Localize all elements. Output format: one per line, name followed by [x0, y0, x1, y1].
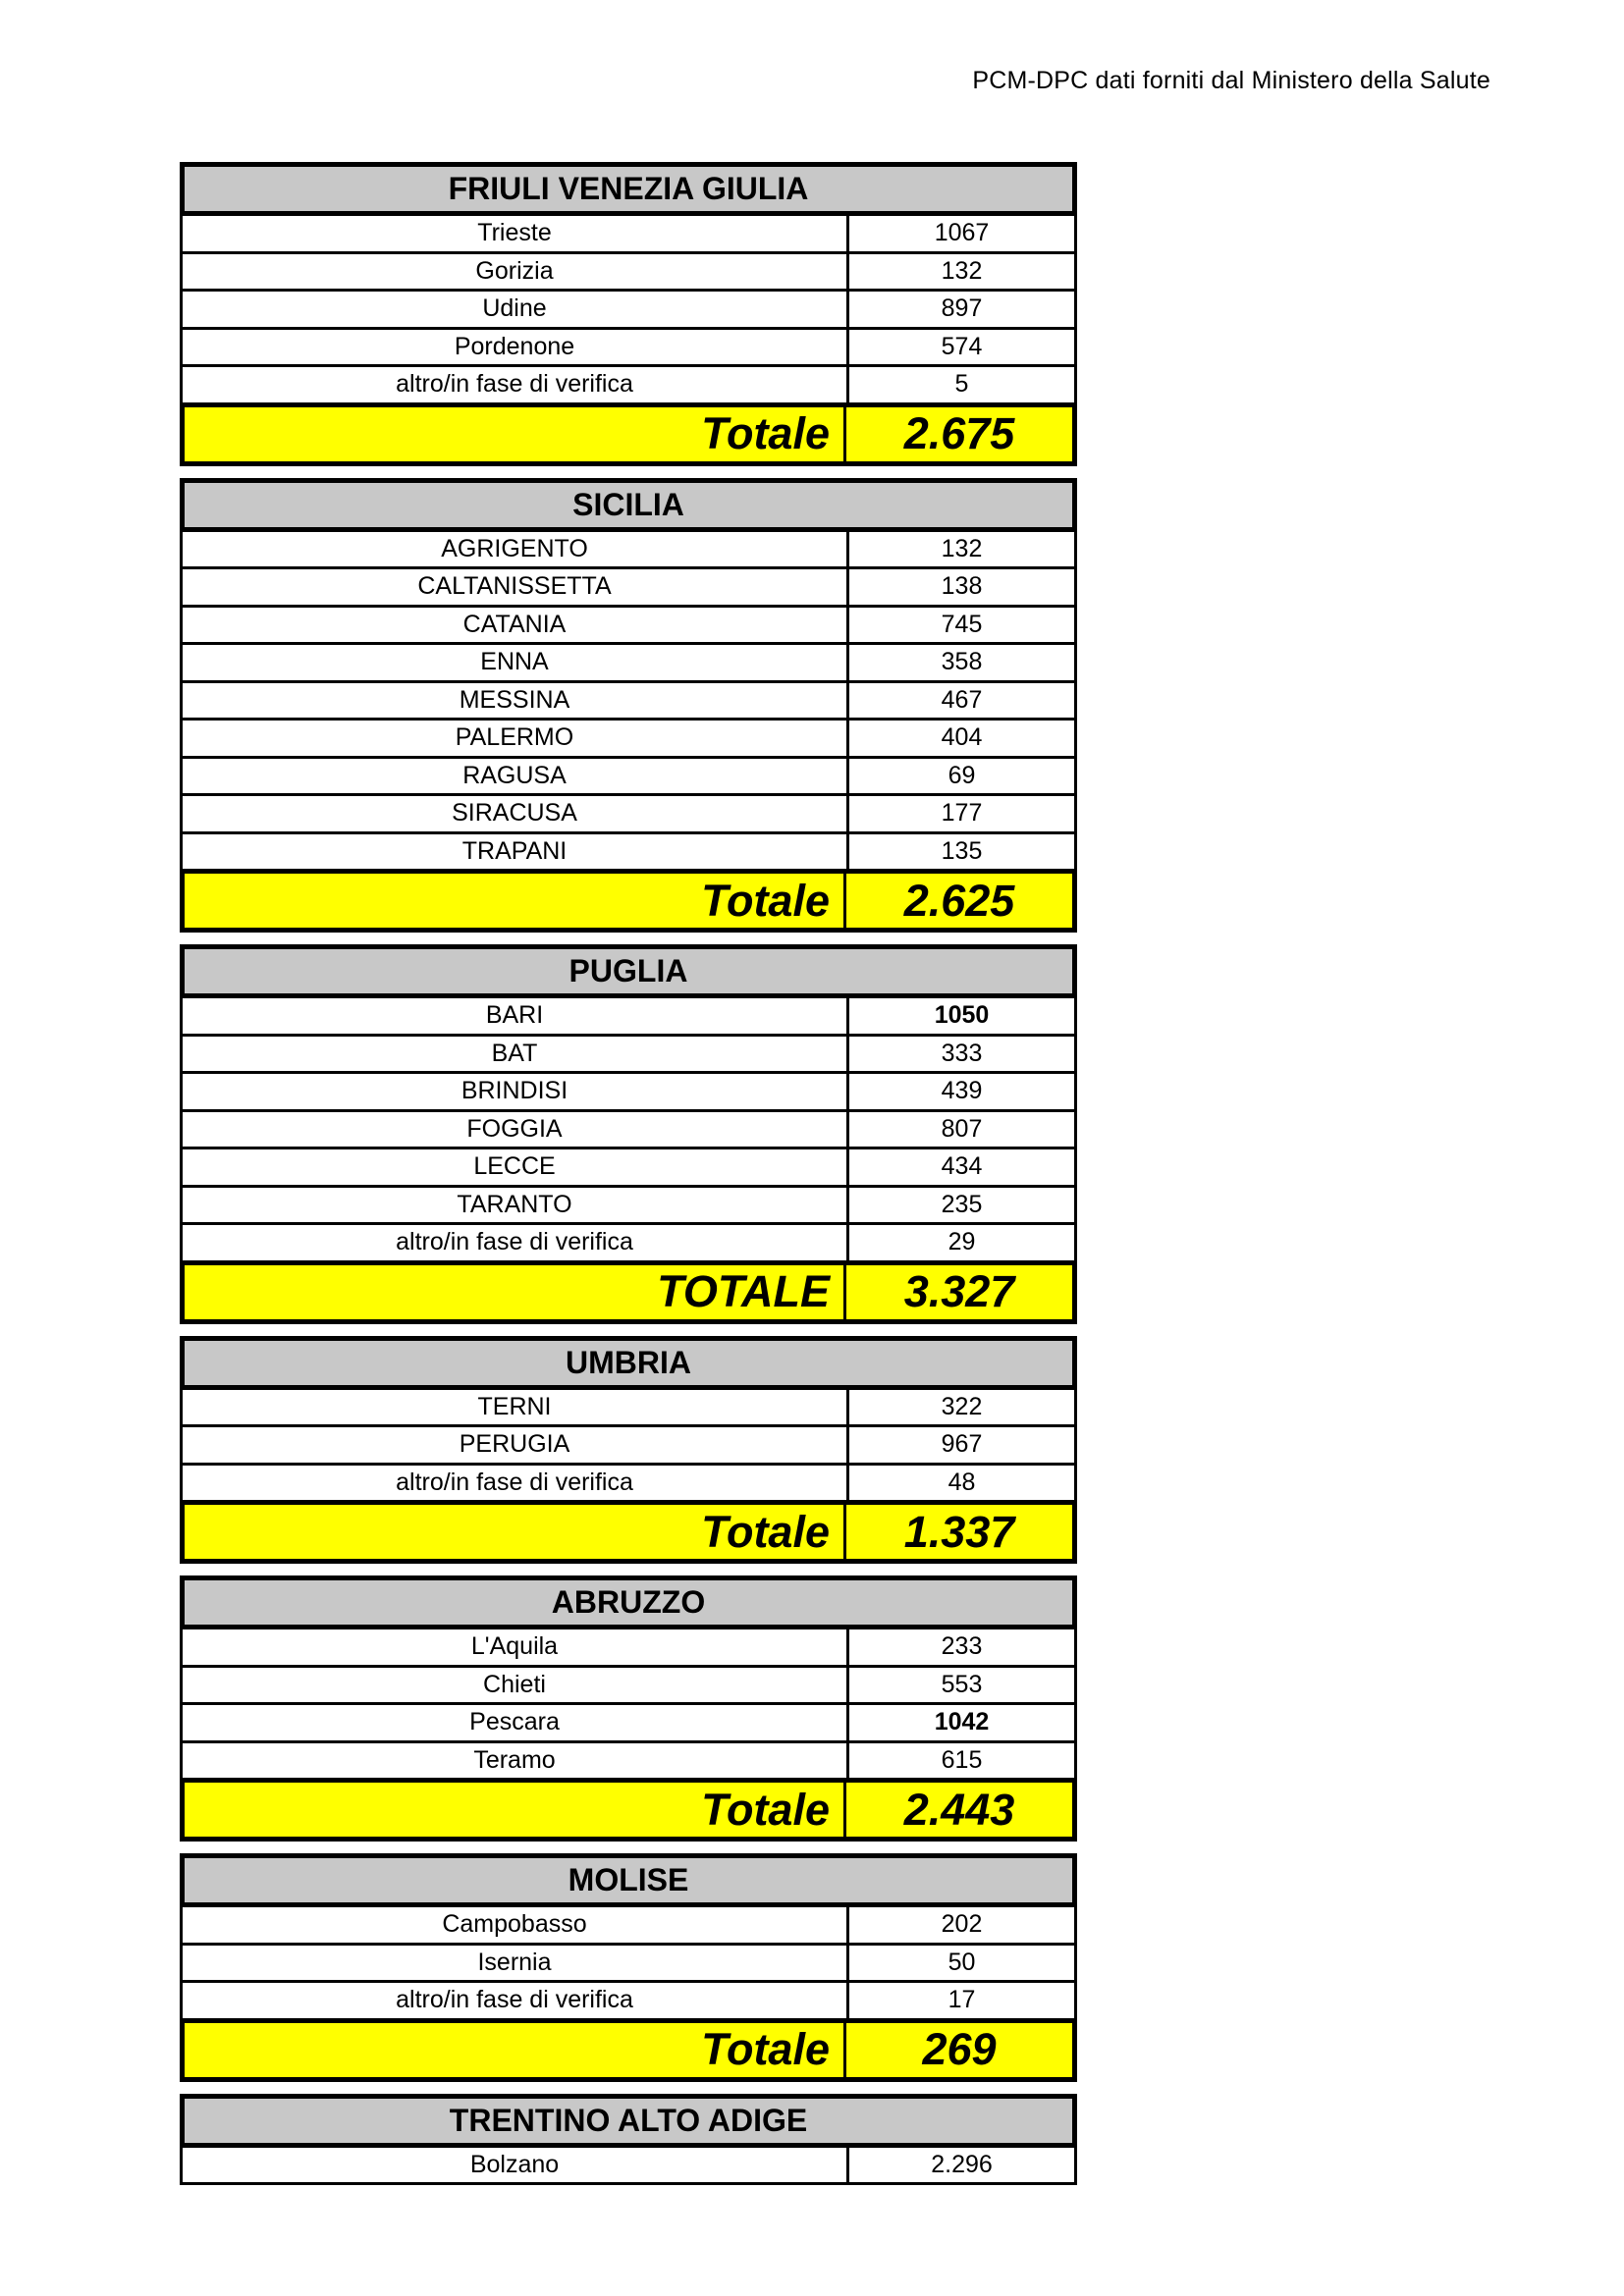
- province-name: Gorizia: [183, 254, 849, 290]
- table-row: [180, 1983, 1077, 2021]
- case-count: 553: [941, 1670, 983, 1698]
- total-value: 2.675: [903, 408, 1015, 458]
- case-count: 69: [947, 761, 976, 789]
- total-value: 2.443: [903, 1784, 1015, 1835]
- total-label: Totale: [185, 1783, 846, 1837]
- province-name: Bolzano: [183, 2148, 849, 2183]
- case-count: 29: [947, 1228, 976, 1256]
- case-count: 1042: [934, 1708, 990, 1736]
- case-count: 615: [941, 1745, 983, 1774]
- region-title: TRENTINO ALTO ADIGE: [180, 2094, 1077, 2148]
- province-name: RAGUSA: [183, 759, 849, 794]
- province-name: altro/in fase di verifica: [183, 1466, 849, 1501]
- province-name: TARANTO: [183, 1188, 849, 1223]
- source-note: PCM-DPC dati forniti dal Ministero della Salute: [972, 67, 1490, 94]
- case-count: 132: [941, 256, 983, 285]
- case-count: 467: [941, 685, 983, 714]
- table-row: [180, 1466, 1077, 1504]
- province-name: Isernia: [183, 1946, 849, 1981]
- table-row: [180, 998, 1077, 1037]
- case-count: 574: [941, 332, 983, 360]
- table-row: [180, 1705, 1077, 1743]
- case-count: 439: [941, 1077, 983, 1105]
- table-row: [180, 1188, 1077, 1226]
- table-row: [180, 1907, 1077, 1946]
- province-name: PALERMO: [183, 721, 849, 756]
- province-name: FOGGIA: [183, 1112, 849, 1148]
- province-name: ENNA: [183, 645, 849, 680]
- total-label: TOTALE: [185, 1265, 846, 1319]
- total-row: [180, 872, 1077, 933]
- total-row: [180, 1263, 1077, 1324]
- total-row: [180, 1503, 1077, 1564]
- total-row: [180, 2021, 1077, 2082]
- province-name: L'Aquila: [183, 1629, 849, 1665]
- table-row: [180, 683, 1077, 721]
- province-name: SIRACUSA: [183, 796, 849, 831]
- case-count: 50: [947, 1948, 976, 1976]
- region-title: FRIULI VENEZIA GIULIA: [180, 162, 1077, 216]
- table-row: [180, 1629, 1077, 1668]
- case-count: 17: [947, 1986, 976, 2014]
- region-title: MOLISE: [180, 1853, 1077, 1907]
- province-name: Pescara: [183, 1705, 849, 1740]
- table-row: [180, 1946, 1077, 1984]
- total-value: 2.625: [903, 875, 1015, 926]
- total-value: 3.327: [903, 1266, 1015, 1316]
- case-count: 135: [941, 836, 983, 865]
- province-name: CALTANISSETTA: [183, 569, 849, 605]
- province-name: altro/in fase di verifica: [183, 1983, 849, 2018]
- province-name: AGRIGENTO: [183, 532, 849, 567]
- province-name: BARI: [183, 998, 849, 1034]
- province-name: TERNI: [183, 1390, 849, 1425]
- table-row: [180, 216, 1077, 254]
- table-row: [180, 608, 1077, 646]
- case-count: 177: [941, 799, 983, 828]
- case-count: 1067: [934, 219, 990, 247]
- table-row: [180, 1668, 1077, 1706]
- case-count: 5: [954, 370, 969, 399]
- table-row: [180, 1390, 1077, 1428]
- table-row: [180, 367, 1077, 405]
- total-label: Totale: [185, 1505, 846, 1559]
- table-row: [180, 1112, 1077, 1150]
- case-count: 132: [941, 534, 983, 562]
- case-count: 967: [941, 1430, 983, 1459]
- province-name: MESSINA: [183, 683, 849, 719]
- case-count: 358: [941, 648, 983, 676]
- table-row: [180, 1149, 1077, 1188]
- province-name: Udine: [183, 292, 849, 327]
- table-row: [180, 796, 1077, 834]
- case-count: 434: [941, 1152, 983, 1181]
- table-row: [180, 330, 1077, 368]
- province-name: Pordenone: [183, 330, 849, 365]
- table-row: [180, 292, 1077, 330]
- case-count: 322: [941, 1392, 983, 1420]
- table-row: [180, 532, 1077, 570]
- province-name: altro/in fase di verifica: [183, 367, 849, 402]
- case-count: 233: [941, 1632, 983, 1661]
- province-name: Teramo: [183, 1743, 849, 1779]
- region-table: [180, 2094, 1077, 2186]
- table-row: [180, 1074, 1077, 1112]
- region-title: SICILIA: [180, 478, 1077, 532]
- table-row: [180, 2148, 1077, 2186]
- province-name: Trieste: [183, 216, 849, 251]
- total-label: Totale: [185, 874, 846, 928]
- province-name: Chieti: [183, 1668, 849, 1703]
- province-name: BAT: [183, 1037, 849, 1072]
- table-row: [180, 1743, 1077, 1782]
- table-row: [180, 645, 1077, 683]
- case-count: 404: [941, 723, 983, 752]
- province-name: Campobasso: [183, 1907, 849, 1943]
- total-label: Totale: [185, 2023, 846, 2077]
- region-table: [180, 478, 1077, 934]
- table-row: [180, 834, 1077, 873]
- table-row: [180, 1225, 1077, 1263]
- case-count: 897: [941, 294, 983, 323]
- total-row: [180, 405, 1077, 466]
- case-count: 202: [941, 1910, 983, 1939]
- case-count: 48: [947, 1468, 976, 1496]
- case-count: 2.296: [931, 2150, 993, 2178]
- total-value: 269: [922, 2024, 997, 2074]
- region-table: [180, 162, 1077, 466]
- total-label: Totale: [185, 407, 846, 461]
- total-row: [180, 1781, 1077, 1842]
- region-title: ABRUZZO: [180, 1575, 1077, 1629]
- province-name: altro/in fase di verifica: [183, 1225, 849, 1260]
- region-table: [180, 1575, 1077, 1842]
- case-count: 138: [941, 572, 983, 601]
- table-row: [180, 721, 1077, 759]
- case-count: 745: [941, 610, 983, 638]
- region-table: [180, 1336, 1077, 1565]
- case-count: 333: [941, 1039, 983, 1067]
- region-table: [180, 944, 1077, 1324]
- province-name: PERUGIA: [183, 1427, 849, 1463]
- province-name: LECCE: [183, 1149, 849, 1185]
- region-title: PUGLIA: [180, 944, 1077, 998]
- table-row: [180, 759, 1077, 797]
- case-count: 235: [941, 1190, 983, 1218]
- province-name: CATANIA: [183, 608, 849, 643]
- province-name: TRAPANI: [183, 834, 849, 870]
- province-name: BRINDISI: [183, 1074, 849, 1109]
- case-count: 807: [941, 1114, 983, 1143]
- total-value: 1.337: [903, 1506, 1015, 1557]
- table-row: [180, 1037, 1077, 1075]
- table-row: [180, 569, 1077, 608]
- table-row: [180, 1427, 1077, 1466]
- region-tables: [180, 162, 1077, 2197]
- region-table: [180, 1853, 1077, 2082]
- region-title: UMBRIA: [180, 1336, 1077, 1390]
- table-row: [180, 254, 1077, 293]
- case-count: 1050: [934, 1001, 990, 1030]
